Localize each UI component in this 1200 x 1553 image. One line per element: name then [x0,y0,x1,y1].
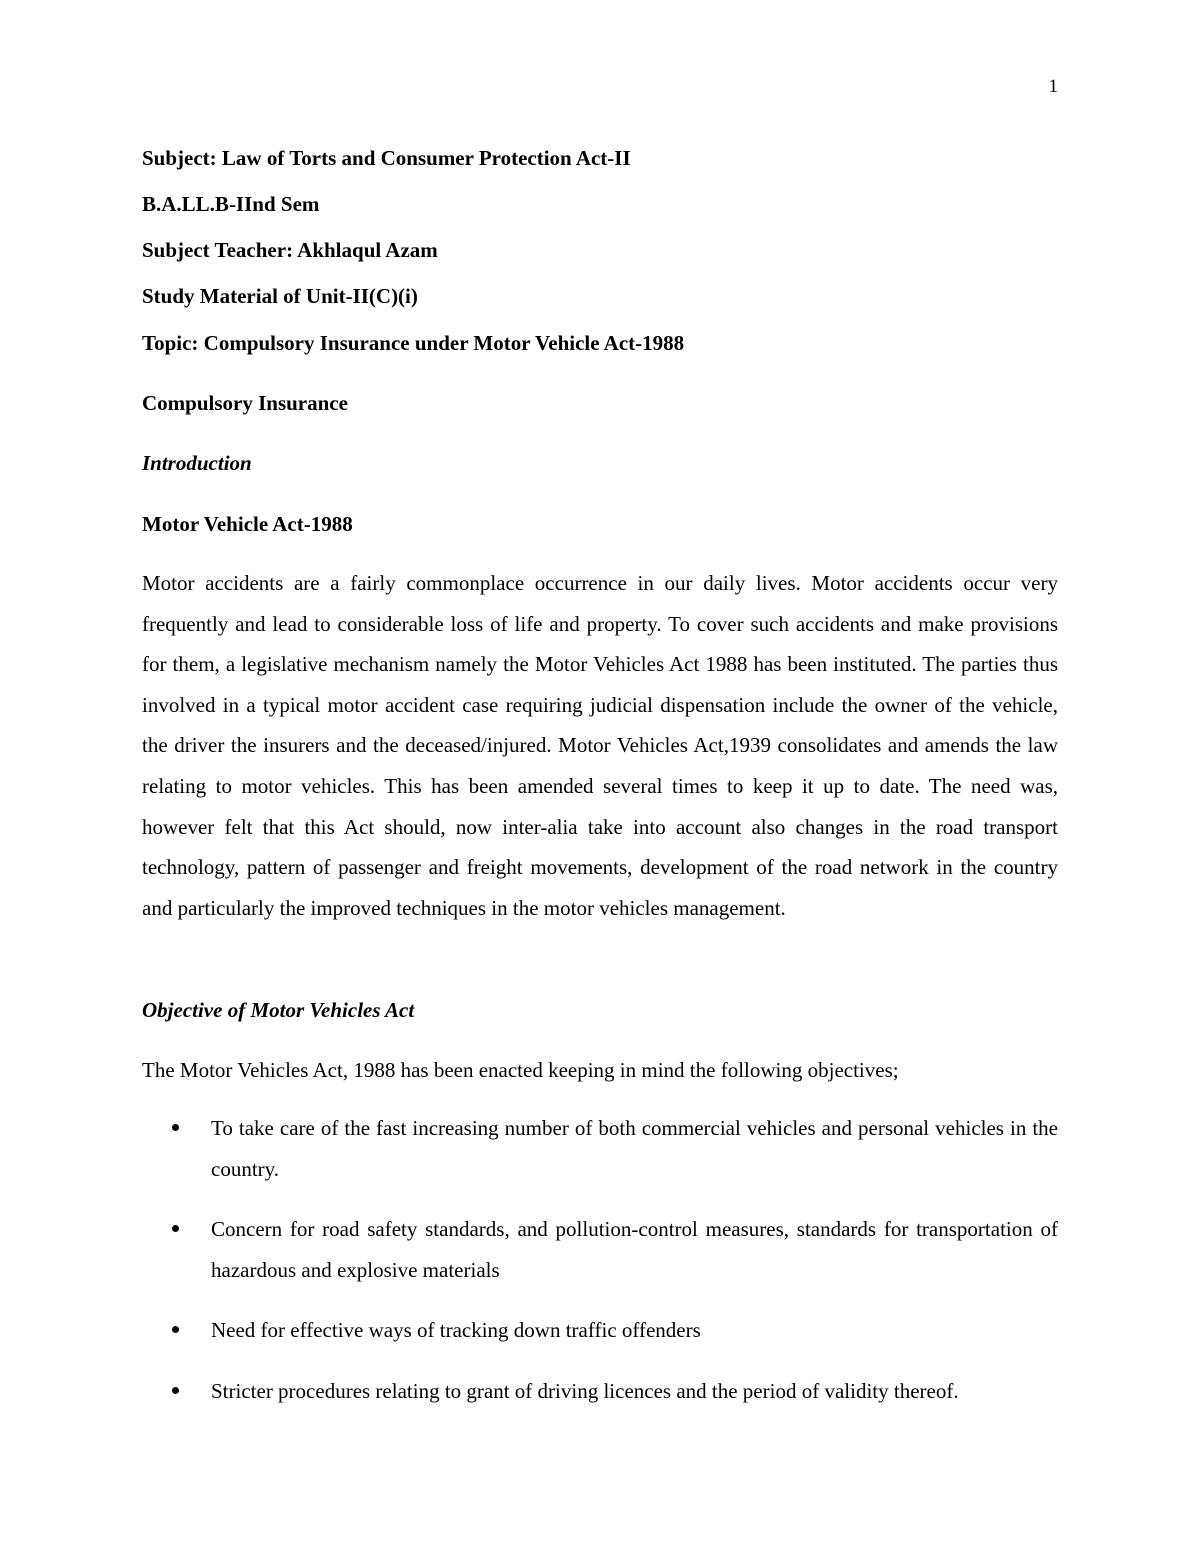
list-item [142,1108,1058,1189]
act-heading: Motor Vehicle Act-1988 [142,512,353,536]
subject-line: Subject: Law of Torts and Consumer Protection Act-II [142,146,631,170]
objective-intro: The Motor Vehicles Act, 1988 has been enacted keeping in mind the following objectives; [142,1058,899,1082]
list-item [142,1209,1058,1290]
list-item-text: Concern for road safety standards, and pollution-control measures, standards for transportation of hazardous and explosive materials [211,1217,1058,1282]
section-title: Compulsory Insurance [142,391,348,415]
objective-heading: Objective of Motor Vehicles Act [142,998,415,1022]
bullet-icon [172,1124,179,1131]
objectives-list [142,1108,1058,1432]
bullet-icon [172,1387,179,1394]
list-item-text: To take care of the fast increasing number of both commercial vehicles and personal vehicles in the country. [211,1116,1058,1181]
list-item-text: Stricter procedures relating to grant of driving licences and the period of validity thereof. [211,1378,959,1403]
teacher-line: Subject Teacher: Akhlaqul Azam [142,238,438,262]
introduction-heading: Introduction [142,451,252,475]
bullet-icon [172,1225,179,1232]
list-item-text: Need for effective ways of tracking down traffic offenders [211,1318,701,1343]
list-item [142,1371,1058,1412]
page-number: 1 [1048,76,1058,97]
list-item [142,1310,1058,1351]
bullet-icon [172,1326,179,1333]
material-line: Study Material of Unit-II(C)(i) [142,284,418,308]
course-line: B.A.LL.B-IInd Sem [142,192,320,216]
topic-line: Topic: Compulsory Insurance under Motor Vehicle Act-1988 [142,331,685,355]
intro-paragraph: Motor accidents are a fairly commonplace occurrence in our daily lives. Motor accidents occur very frequently and lead to considerable loss of life and property. To cover such accidents and make provisions for them, a legislative mechanism namely the Motor Vehicles Act 1988 has been instituted. The parties thus involved in a typical motor accident case requiring judicial dispensation include the owner of the vehicle, the driver the insurers and the deceased/injured. Motor Vehicles Act,1939 consolidates and amends the law relating to motor vehicles. This has been amended several times to keep it up to date. The need was, however felt that this Act should, now inter-alia take into account also changes in the road transport technology, pattern of passenger and freight movements, development of the road network in the country and particularly the improved techniques in the motor vehicles management. [142,571,1058,920]
